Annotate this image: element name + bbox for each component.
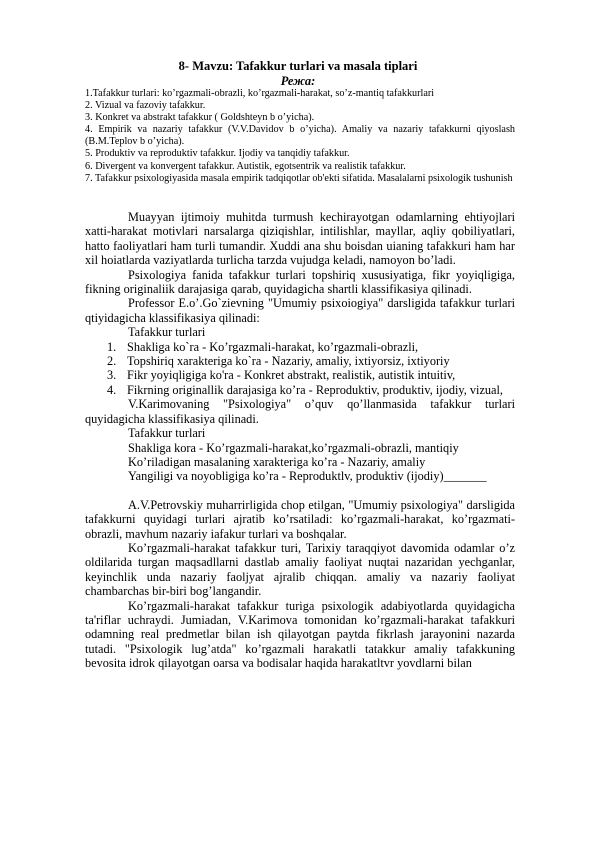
- plan-item-1: 1.Tafakkur turlari: ko’rgazmali-obrazli, ko’rgazmali-harakat, so’z-mantiq tafakkurlari: [85, 88, 435, 99]
- paragraph-3: Professor E.o’.Go`zievning "Umumiy psixoiogiya" darsligida tafakkur turlari qtiyidagicha klassifikasiya qilinadi:: [85, 296, 515, 325]
- plan-item-7: 7. Tafakkur psixologiyasida masala empirik tadqiqotlar ob'ekti sifatida. Masalalarni psixologik tushunish: [85, 172, 513, 184]
- list-item: [85, 383, 515, 397]
- list-text: Fikr yoyiqligiga ko'ra - Konkret abstrakt, realistik, autistik intuitiv,: [127, 368, 456, 383]
- list-text: Shakliga ko`ra - Ko’rgazmali-harakat, ko’rgazmali-obrazli,: [127, 339, 419, 354]
- list-number: 3.: [107, 368, 117, 383]
- list-item: [85, 340, 515, 354]
- list-heading: Tafakkur turlari: [128, 325, 206, 340]
- list-text: Fikrning originallik darajasiga ko’ra - Reproduktiv, produktiv, ijodiy, vizual,: [127, 382, 504, 397]
- paragraph-1: Muayyan ijtimoiy muhitda turmush kechirayotgan odamlarning ehtiyojlari xatti-harakat motivlari narsalarga qiziqishlar, intilishlar, mayllar, aqliy qobiliyatlari, hatto faoliyatlari ham turli tumandir. Xuddi ana shu boisdan uianing tafakkuri ham har xil hoiatlarda vaziyatlarda turlicha tarzda vujudga keladi, namoyon bo’ladi.: [85, 210, 515, 268]
- paragraph-5: A.V.Petrovskiy muharrirligida chop etilgan, "Umumiy psixologiya" darsligida tafakkurni quyidagi turlari ajratib ko’rsatiladi: ko’rgazmali-harakat, ko’rgazmati-obrazli, mavhum nazariy iafakur turlari va boshqalar.: [85, 497, 515, 541]
- page-title: 8- Mavzu: Tafakkur turlari va masala tiplari: [178, 59, 418, 73]
- plan-item-6: 6. Divergent va konvergent tafakkur. Autistik, egotsentrik va realistik tafakkur.: [85, 160, 406, 172]
- lesson-plan: [85, 88, 515, 185]
- list-number: 1.: [107, 339, 117, 354]
- spacer: [85, 484, 515, 498]
- plan-item-2: 2. Vizual va fazoviy tafakkur.: [85, 100, 206, 112]
- list-number: 4.: [107, 382, 117, 397]
- classification-line-1: Shakliga kora - Ko’rgazmali-harakat,ko’rgazmali-obrazli, mantiqiy: [128, 440, 459, 455]
- list-item: [85, 368, 515, 382]
- paragraph-2: Psixologiya fanida tafakkur turlari topshiriq xususiyatiga, fikr yoyiqligiga, fikning originaliik darajasiga qarab, quyidagicha shartli klassifikasiya qilinadi.: [85, 267, 515, 297]
- plan-heading: Режа:: [280, 74, 316, 88]
- classification-line-3: Yangiligi va noyobligiga ko’ra - Reproduktlv, produktiv (ijodiy)_______: [128, 469, 487, 484]
- paragraph-7: Ko’rgazmali-harakat tafakkur turiga psixologik adabiyotlarda quyidagicha ta'riflar uchraydi. Jumiadan, V.Karimova tomonidan ko’rgazmali-harakat tafakkuri odamning real predmetlar bilan ish qilayotgan paytda fikrlash jarayonini nazarda tutadi. "Psixologik lug’atda" ko’rgazmali harakatli tatakkur amaliy tafakkuning bevosita idrok qilayotgan oarsa va bodisalar haqida harakatltvr yovdlarni bilan: [85, 598, 515, 671]
- list-text: Topshiriq xarakteriga ko`ra - Nazariy, amaliy, ixtiyorsiz, ixtiyoriy: [127, 354, 450, 369]
- list-item: [85, 354, 515, 368]
- paragraph-4: V.Karimovaning "Psixologiya" o’quv qo’llanmasida tafakkur turlari quyidagicha klassifikasiya qilinadi.: [85, 397, 515, 426]
- paragraph-6: Ko’rgazmali-harakat tafakkur turi, Tarixiy taraqqiyot davomida odamlar o’z oldilarida turgan maqsadllarni dastlab amaliy faoliyat nuqtai nazaridan yechganlar, keyinchlik unda nazariy faoljyat ajralib chiqqan. amaliy va nazariy faoliyat chambarchas bir-biri bog’langandir.: [85, 540, 515, 599]
- plan-item-5: 5. Produktiv va reproduktiv tafakkur. Ijodiy va tanqidiy tafakkur.: [85, 148, 350, 160]
- list-number: 2.: [107, 354, 117, 369]
- body-text: [85, 210, 515, 671]
- plan-item-3: 3. Konkret va abstrakt tafakkur ( Goldshteyn b o’yicha).: [85, 112, 315, 124]
- classification-heading: Tafakkur turlari: [128, 426, 206, 441]
- plan-item-4: 4. Empirik va nazariy tafakkur (V.V.Davidov b o’yicha). Amaliy va nazariy tafakkurni qiyoslash (B.M.Teplov b o’yicha).: [85, 124, 515, 148]
- classification-line-2: Ko’riladigan masalaning xarakteriga ko’ra - Nazariy, amaliy: [128, 454, 426, 469]
